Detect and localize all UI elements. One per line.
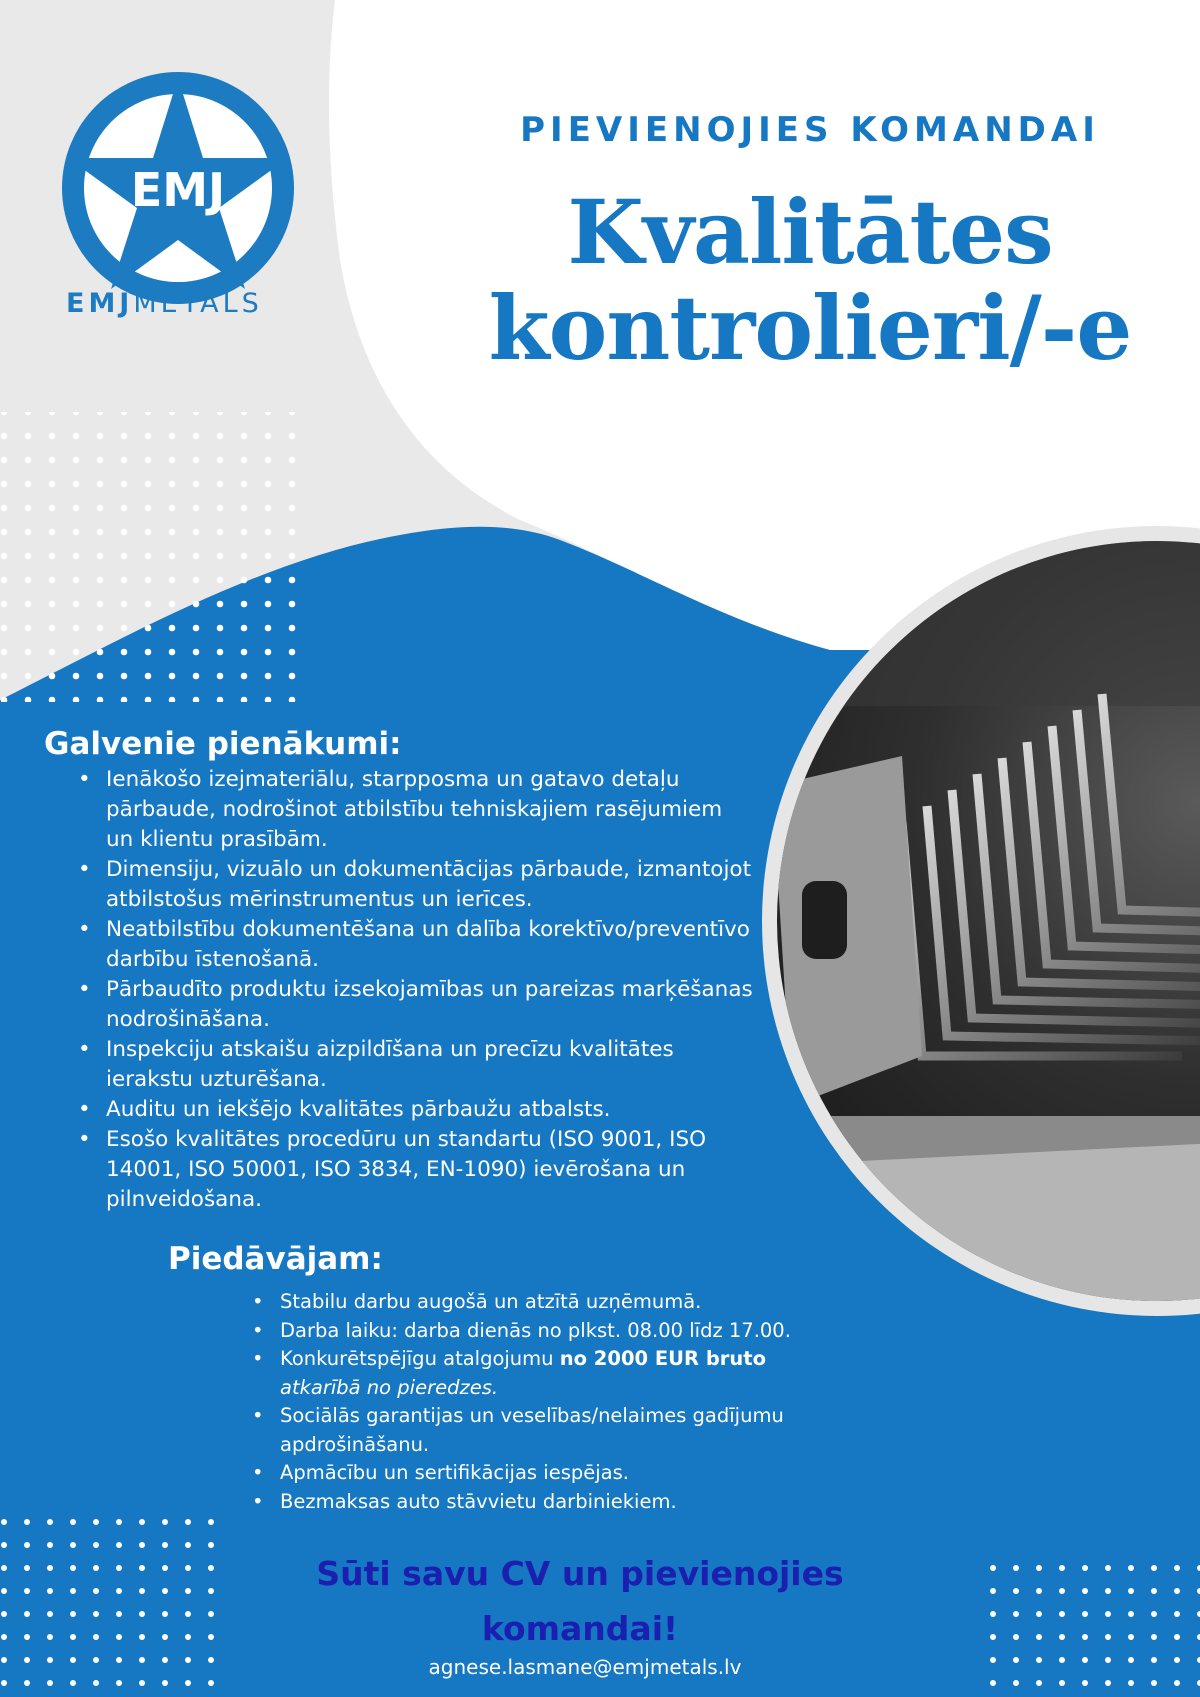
- offer-item: • Apmācību un sertifikācijas iespējas.: [248, 1459, 888, 1488]
- offers-list: [248, 1288, 888, 1516]
- offer-item: • Sociālās garantijas un veselības/nelaimes gadījumu apdrošināšanu.: [248, 1402, 888, 1459]
- title-line-2: kontrolieri/-e: [488, 276, 1132, 380]
- duties-heading: Galvenie pienākumi:: [44, 726, 402, 762]
- duty-item: • Inspekciju atskaišu aizpildīšana un precīzu kvalitātes ierakstu uzturēšana.: [74, 1035, 754, 1095]
- offer-item-salary: [248, 1345, 888, 1402]
- duty-item: • Dimensiju, vizuālo un dokumentācijas pārbaude, izmantojot atbilstošus mērinstrumentus un ierīces.: [74, 855, 754, 915]
- cta-line-2: komandai!: [481, 1609, 679, 1648]
- contact-email-link[interactable]: agnese.lasmane@emjmetals.lv: [428, 1655, 742, 1679]
- logo-wordmark-regular: METALS: [133, 288, 263, 319]
- logo-wordmark: [66, 288, 296, 319]
- duty-item: • Neatbilstību dokumentēšana un dalība korektīvo/preventīvo darbību īstenošanā.: [74, 915, 754, 975]
- salary-note: atkarībā no pieredzes.: [280, 1375, 499, 1399]
- duty-item: • Ienākošo izejmateriālu, starpposma un gatavo detaļu pārbaude, nodrošinot atbilstību tehniskajiem rasējumiem un klientu prasībām.: [74, 765, 754, 855]
- duty-item: • Auditu un iekšējo kvalitātes pārbaužu atbalsts.: [74, 1095, 754, 1125]
- offer-item: • Bezmaksas auto stāvvietu darbiniekiem.: [248, 1488, 888, 1517]
- logo-monogram: EMJ: [130, 163, 226, 217]
- page-subtitle: PIEVIENOJIES KOMANDAI: [520, 110, 1100, 150]
- page-title: [420, 180, 1200, 380]
- title-line-1: Kvalitātes: [567, 180, 1053, 284]
- duties-list: [74, 765, 754, 1215]
- duty-item: • Pārbaudīto produktu izsekojamības un pareizas marķēšanas nodrošināšana.: [74, 975, 754, 1035]
- offer-item: • Stabilu darbu augošā un atzītā uzņēmumā.: [248, 1288, 888, 1317]
- cta-line-1: Sūti savu CV un pievienojies: [316, 1554, 844, 1593]
- metal-brackets-photo: [762, 526, 1200, 1316]
- call-to-action: [230, 1546, 930, 1656]
- salary-text: Konkurētspējīgu atalgojumu: [280, 1347, 560, 1370]
- duty-item: • Esošo kvalitātes procedūru un standartu (ISO 9001, ISO 14001, ISO 50001, ISO 3834, EN-1090) ievērošana un pilnveidošana.: [74, 1125, 754, 1215]
- salary-amount: no 2000 EUR bruto: [559, 1347, 766, 1370]
- logo-wordmark-bold: EMJ: [66, 288, 134, 319]
- offers-heading: Piedāvājam:: [168, 1241, 383, 1277]
- offer-item: • Darba laiku: darba dienās no plkst. 08.00 līdz 17.00.: [248, 1317, 888, 1346]
- emj-logo-icon: [62, 72, 294, 304]
